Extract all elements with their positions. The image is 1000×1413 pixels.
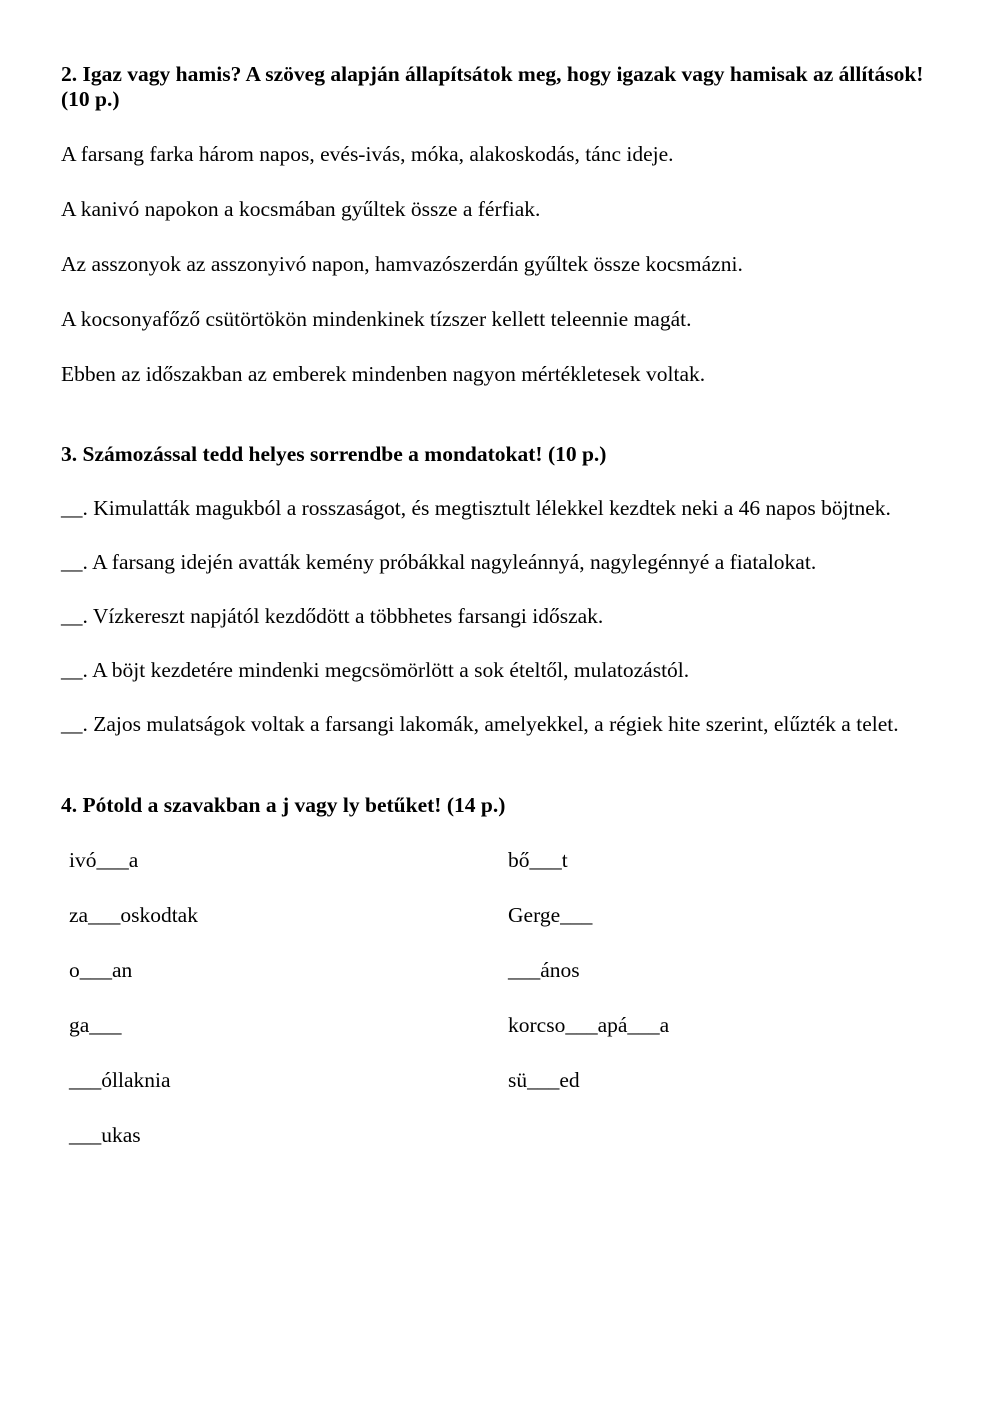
section-2-heading: 2. Igaz vagy hamis? A szöveg alapján állapítsátok meg, hogy igazak vagy hamisak az állítások! (10 p.) [61, 62, 924, 111]
fill-in-word: za___oskodtak [69, 903, 198, 927]
fill-in-word: korcso___apá___a [508, 1013, 670, 1037]
fill-in-word: Gerge___ [508, 903, 593, 927]
true-false-statement: Az asszonyok az asszonyivó napon, hamvazószerdán gyűltek össze kocsmázni. [61, 252, 743, 276]
ordering-sentence: __. A farsang idején avatták kemény próbákkal nagyleánnyá, nagylegénnyé a fiatalokat. [61, 550, 817, 574]
fill-in-words-grid [61, 848, 941, 1178]
section-3-heading: 3. Számozással tedd helyes sorrendbe a mondatokat! (10 p.) [61, 442, 607, 466]
fill-in-word: o___an [69, 958, 133, 982]
ordering-sentence: __. A böjt kezdetére mindenki megcsömörlött a sok ételtől, mulatozástól. [61, 658, 690, 682]
fill-in-word: ga___ [69, 1013, 122, 1037]
worksheet-page [61, 62, 941, 1178]
fill-in-word: ___ukas [69, 1123, 141, 1147]
fill-in-word: bő___t [508, 848, 568, 872]
ordering-sentence: __. Vízkereszt napjától kezdődött a többhetes farsangi időszak. [61, 604, 604, 628]
ordering-sentence: __. Kimulatták magukból a rosszaságot, és megtisztult lélekkel kezdtek neki a 46 napos böjtnek. [61, 496, 891, 520]
true-false-statement: A kocsonyafőző csütörtökön mindenkinek tízszer kellett teleennie magát. [61, 307, 692, 331]
fill-in-word: ___óllaknia [69, 1068, 171, 1092]
ordering-sentence: __. Zajos mulatságok voltak a farsangi lakomák, amelyekkel, a régiek hite szerint, elűzték a telet. [61, 712, 899, 736]
true-false-statement: Ebben az időszakban az emberek mindenben nagyon mértékletesek voltak. [61, 362, 706, 386]
fill-in-word: ivó___a [69, 848, 139, 872]
true-false-statement: A farsang farka három napos, evés-ivás, móka, alakoskodás, tánc ideje. [61, 142, 674, 166]
section-4-heading: 4. Pótold a szavakban a j vagy ly betűket! (14 p.) [61, 793, 506, 817]
fill-in-word: ___ános [508, 958, 580, 982]
true-false-statement: A kanivó napokon a kocsmában gyűltek össze a férfiak. [61, 197, 541, 221]
fill-in-word: sü___ed [508, 1068, 580, 1092]
